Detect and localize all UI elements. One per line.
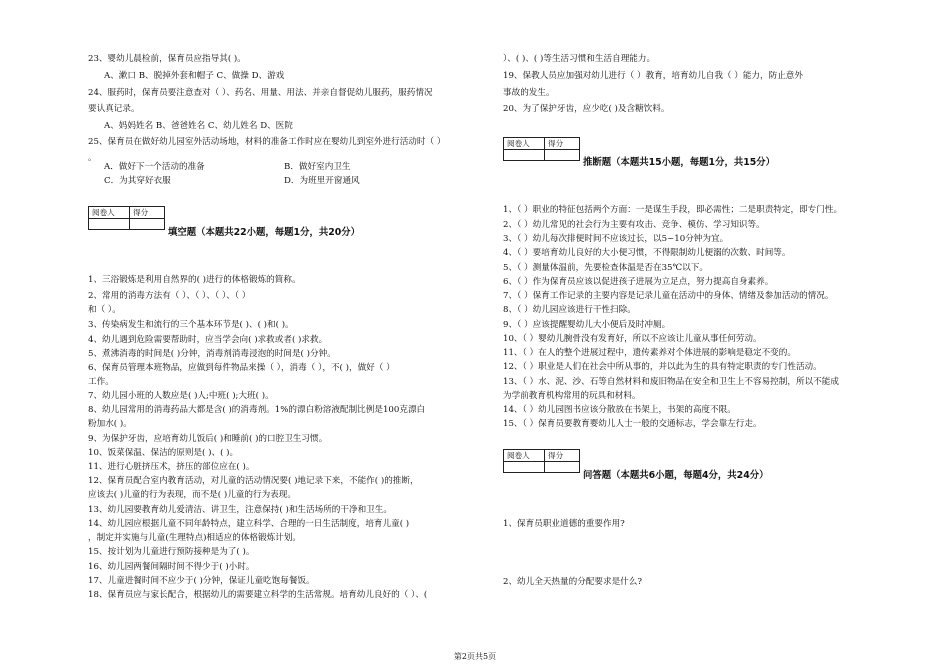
fill-14-cont: ，制定并实施与儿童(生理特点)相适应的体格锻炼计划。 <box>88 533 301 543</box>
question-24: 24、服药时，保育员要注意查对（ ）、药名、用量、用法、并亲自督促幼儿服药，服药情况 <box>88 88 433 98</box>
qa-1: 1、保育员职业道德的重要作用? <box>503 519 625 529</box>
question-23: 23、婴幼儿晨检前，保育员应指导其( )。 <box>88 54 246 64</box>
fill-18: 18、保育员应与家长配合，根据幼儿的需要建立科学的生活常规。培育幼儿良好的（ ）、( <box>88 590 428 600</box>
question-25-option-c: C．为其穿好衣服 <box>104 176 171 186</box>
judge-8: 8、（ ）幼儿园应该进行干性扫除。 <box>503 305 636 315</box>
judge-10: 10、（ ）婴幼儿腕骨没有发育好，所以不应该让儿童从事任何劳动。 <box>503 334 762 344</box>
question-25-option-a: A．做好下一个活动的准备 <box>104 162 205 172</box>
fill-9: 9、为保护牙齿，应培育幼儿饭后( )和睡前( )的口腔卫生习惯。 <box>88 434 328 444</box>
judge-5: 5、（ ）测量体温前，先要检查体温是否在35℃以下。 <box>503 263 708 273</box>
fill-19: 19、保教人员应加强对幼儿进行（ ）教育，培育幼儿自我（ ）能力，防止意外 <box>503 71 803 81</box>
section-title-fill-in: 填空题（本题共22小题，每题1分，共20分） <box>168 227 360 238</box>
score-box-fill <box>88 206 165 230</box>
fill-17: 17、儿童进餐时间不应少于( )分钟，保证儿童吃饱每餐饭。 <box>88 576 315 586</box>
fill-19-cont: 事故的发生。 <box>503 88 555 98</box>
fill-12-cont: 应该去( )儿童的行为表现，而不是( )儿童的行为表现。 <box>88 490 296 500</box>
fill-2: 2、常用的消毒方法有（ ）、（ ）、（ ）、（ ） <box>88 291 251 301</box>
section-title-qa: 问答题（本题共6小题，每题4分，共24分） <box>583 470 769 481</box>
fill-14: 14、幼儿园应根据儿童不同年龄特点，建立科学、合理的一日生活制度，培育儿童( ) <box>88 519 410 529</box>
score-label: 得分 <box>545 138 580 150</box>
fill-18-cont: ）、( )、( )等生活习惯和生活自理能力。 <box>503 54 656 64</box>
fill-3: 3、传染病发生和流行的三个基本环节是( )、( )和( )。 <box>88 320 294 330</box>
score-label: 得分 <box>130 207 165 219</box>
judge-9: 9、（ ）应该提醒婴幼儿大小便后及时冲厕。 <box>503 320 671 330</box>
judge-3: 3、（ ）幼儿每次排便时间不应该过长，以5~10分钟为宜。 <box>503 234 729 244</box>
fill-11: 11、进行心脏挤压术，挤压的部位应在( )。 <box>88 462 255 472</box>
question-24-options: A、妈妈姓名 B、爸爸姓名 C、幼儿姓名 D、医院 <box>104 121 293 131</box>
fill-12: 12、保育员配合室内教育活动，对儿童的活动情况要( )地记录下来，不能作( )的推断， <box>88 476 419 486</box>
judge-13: 13、（ ）水、泥、沙、石等自然材料和废旧物品在安全和卫生上不容易控制，所以不能成 <box>503 377 839 387</box>
fill-15: 15、按计划为儿童进行预防接种是为了( )。 <box>88 547 255 557</box>
judge-4: 4、（ ）要培育幼儿良好的大小便习惯，不得限制幼儿便溺的次数、时间等。 <box>503 248 791 258</box>
fill-20: 20、为了保护牙齿，应少吃( )及含糖饮料。 <box>503 104 670 114</box>
fill-16: 16、幼儿园两餐间隔时间不得少于( )小时。 <box>88 562 255 572</box>
section-title-judgement: 推断题（本题共15小题，每题1分，共15分） <box>583 157 775 168</box>
question-25: 25、保育员在做好幼儿园室外活动场地，材料的准备工作时应在婴幼儿到室外进行活动时（ ） <box>88 137 446 147</box>
question-25-option-b: B．做好室内卫生 <box>284 162 351 172</box>
score-box-qa <box>503 449 580 473</box>
fill-7: 7、幼儿园小班的人数应是( )人;中班( );大班( )。 <box>88 391 274 401</box>
fill-2-cont: 和（ ）。 <box>88 305 121 315</box>
judge-15: 15、（ ）保育员要教育婴幼儿人士一般的交通标志，学会靠左行走。 <box>503 419 762 429</box>
fill-8-cont: 粉加水( )。 <box>88 419 132 429</box>
fill-1: 1、三浴锻炼是利用自然界的( )进行的体格锻炼的简称。 <box>88 275 301 285</box>
judge-6: 6、（ ）作为保育员应该以促进孩子进展为立足点，努力提高自身素养。 <box>503 277 774 287</box>
judge-11: 11、（ ）在人的整个进展过程中，遗传素养对个体进展的影响是稳定不变的。 <box>503 348 796 358</box>
reviewer-label: 阅卷人 <box>504 450 545 462</box>
fill-6: 6、保育员管理本班物品，应做到每件物品来操（ ），消毒（ ），不( )，做好（ ） <box>88 363 395 373</box>
score-box-judge <box>503 137 580 161</box>
judge-12: 12、（ ）职业是人们在社会中所从事的，并以此为生的具有特定职责的专门性活动。 <box>503 362 822 372</box>
fill-6-cont: 工作。 <box>88 377 114 387</box>
question-25-option-d: D．为班里开窗通风 <box>284 176 360 186</box>
question-23-options: A、漱口 B、脱掉外套和帽子 C、做操 D、游戏 <box>104 71 285 81</box>
judge-7: 7、（ ）保育工作记录的主要内容是记录儿童在活动中的身体、情绪及参加活动的情况。 <box>503 291 834 301</box>
question-24-cont: 要认真记录。 <box>88 104 140 114</box>
question-25-cont: 。 <box>88 153 97 163</box>
judge-1: 1、（ ）职业的特征包括两个方面：一是谋生手段，即必需性；二是职责特定，即专门性。 <box>503 205 843 215</box>
score-label: 得分 <box>545 450 580 462</box>
reviewer-label: 阅卷人 <box>504 138 545 150</box>
judge-2: 2、（ ）幼儿常见的社会行为主要有攻击、竞争、模仿、学习知识等。 <box>503 220 765 230</box>
judge-14: 14、（ ）幼儿园图书应该分散放在书架上，书架的高度不限。 <box>503 405 736 415</box>
fill-4: 4、幼儿遇到危险需要帮助时，应当学会向( )求救或者( )求救。 <box>88 335 328 345</box>
page-number: 第2页共5页 <box>453 652 497 661</box>
fill-10: 10、饭菜保温、保洁的原则是( )、( )。 <box>88 448 239 458</box>
qa-2: 2、幼儿全天热量的分配要求是什么? <box>503 577 642 587</box>
fill-8: 8、幼儿园常用的消毒药品大都是含( )的消毒剂。1%的漂白粉溶液配制比例是100克漂白 <box>88 405 426 415</box>
reviewer-label: 阅卷人 <box>89 207 130 219</box>
judge-13-cont: 为学前教育机构常用的玩具和材料。 <box>503 391 641 401</box>
fill-5: 5、煮沸消毒的时间是( )分钟，消毒剂消毒浸泡的时间是( )分钟。 <box>88 349 336 359</box>
fill-13: 13、幼儿园要教育幼儿爱清洁、讲卫生，注意保持( )和生活场所的干净和卫生。 <box>88 505 392 515</box>
